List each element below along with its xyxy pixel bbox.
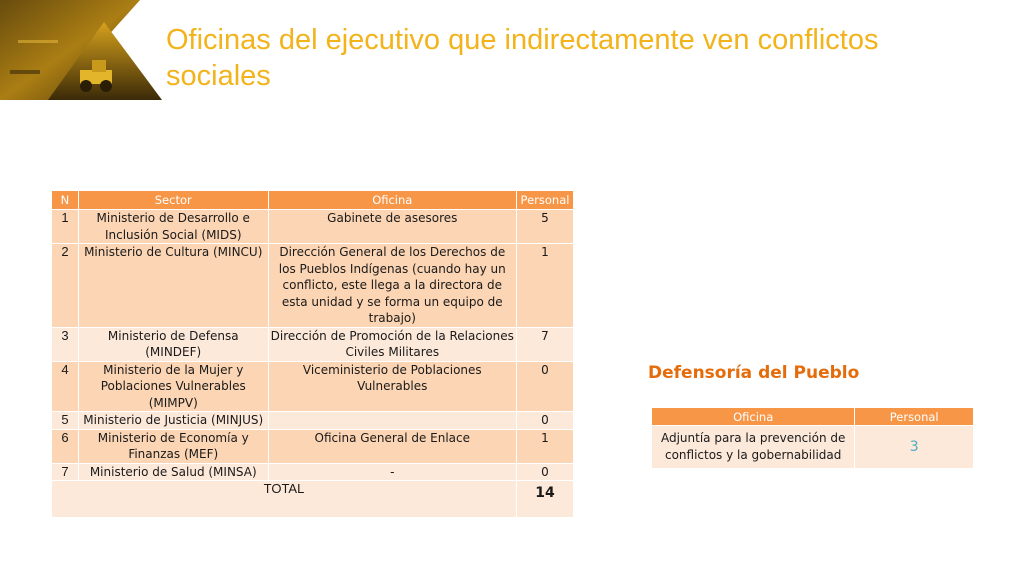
row-personal: 0 xyxy=(517,361,574,412)
row-number: 6 xyxy=(52,429,79,463)
row-number: 1 xyxy=(52,210,79,244)
page-title: Oficinas del ejecutivo que indirectamente ven conflictos sociales xyxy=(166,24,879,92)
row-number: 2 xyxy=(52,244,79,328)
defensoria-oficina: Adjuntía para la prevención de conflictos y la gobernabilidad xyxy=(652,426,855,469)
defensoria-personal: 3 xyxy=(855,426,974,469)
row-sector: Ministerio de la Mujer y Poblaciones Vulnerables (MIMPV) xyxy=(78,361,268,412)
row-sector: Ministerio de Defensa (MINDEF) xyxy=(78,327,268,361)
row-oficina: Viceministerio de Poblaciones Vulnerables xyxy=(268,361,516,412)
header-oficina: Oficina xyxy=(268,191,516,210)
header-sector: Sector xyxy=(78,191,268,210)
row-sector: Ministerio de Desarrollo e Inclusión Social (MIDS) xyxy=(78,210,268,244)
row-oficina: Dirección General de los Derechos de los Pueblos Indígenas (cuando hay un conflicto, este llega a la directora de esta unidad y se forma un equipo de trabajo) xyxy=(268,244,516,328)
table-row xyxy=(52,463,574,481)
row-oficina xyxy=(268,412,516,430)
header-personal: Personal xyxy=(517,191,574,210)
row-number: 4 xyxy=(52,361,79,412)
table-row xyxy=(52,429,574,463)
row-number: 3 xyxy=(52,327,79,361)
row-sector: Ministerio de Justicia (MINJUS) xyxy=(78,412,268,430)
row-sector: Ministerio de Salud (MINSA) xyxy=(78,463,268,481)
defensoria-header-personal: Personal xyxy=(855,408,974,426)
row-sector: Ministerio de Economía y Finanzas (MEF) xyxy=(78,429,268,463)
row-oficina: Oficina General de Enlace xyxy=(268,429,516,463)
total-value: 14 xyxy=(517,481,574,518)
table-header-row xyxy=(52,191,574,210)
table-row xyxy=(652,426,974,469)
row-number: 5 xyxy=(52,412,79,430)
header-n: N xyxy=(52,191,79,210)
table-row xyxy=(52,210,574,244)
row-sector: Ministerio de Cultura (MINCU) xyxy=(78,244,268,328)
row-personal: 5 xyxy=(517,210,574,244)
row-personal: 1 xyxy=(517,429,574,463)
row-personal: 0 xyxy=(517,463,574,481)
executive-offices-table xyxy=(51,190,574,518)
row-number: 7 xyxy=(52,463,79,481)
row-personal: 0 xyxy=(517,412,574,430)
table-row xyxy=(52,244,574,328)
table-row xyxy=(52,327,574,361)
row-personal: 7 xyxy=(517,327,574,361)
table-row xyxy=(52,412,574,430)
row-oficina: - xyxy=(268,463,516,481)
total-label: TOTAL xyxy=(52,481,517,518)
total-row xyxy=(52,481,574,518)
defensoria-header-oficina: Oficina xyxy=(652,408,855,426)
row-personal: 1 xyxy=(517,244,574,328)
row-oficina: Dirección de Promoción de la Relaciones Civiles Militares xyxy=(268,327,516,361)
defensoria-title: Defensoría del Pueblo xyxy=(648,363,860,383)
defensoria-table xyxy=(651,407,974,469)
corner-mining-photo xyxy=(0,0,170,105)
defensoria-header-row xyxy=(652,408,974,426)
row-oficina: Gabinete de asesores xyxy=(268,210,516,244)
table-row xyxy=(52,361,574,412)
